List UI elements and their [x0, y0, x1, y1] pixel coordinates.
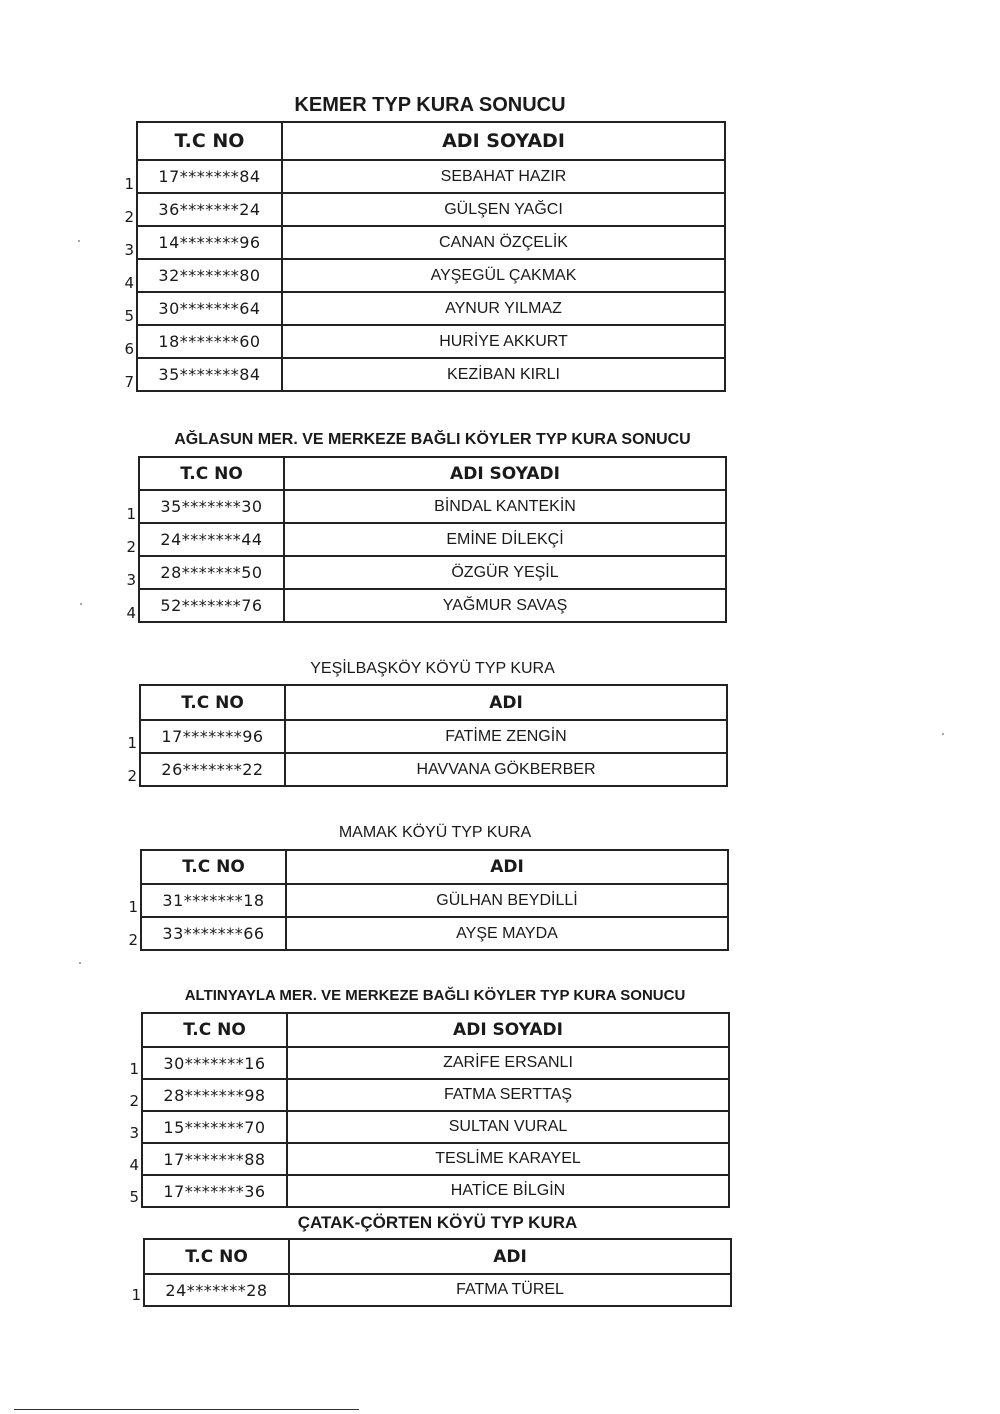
- tc-no-cell: 31*******18: [141, 884, 286, 917]
- name-cell: AYŞE MAYDA: [286, 917, 728, 950]
- name-cell: FATMA SERTTAŞ: [287, 1079, 729, 1111]
- table-row: [139, 523, 726, 556]
- row-number: 5: [129, 1188, 139, 1206]
- row-number: 4: [124, 274, 134, 292]
- row-number: 5: [124, 307, 134, 325]
- name-cell: CANAN ÖZÇELİK: [282, 226, 725, 259]
- name-cell: YAĞMUR SAVAŞ: [284, 589, 726, 622]
- name-cell: HURİYE AKKURT: [282, 325, 725, 358]
- tc-no-cell: 14*******96: [137, 226, 282, 259]
- tc-no-cell: 35*******30: [139, 490, 284, 523]
- row-number: 2: [124, 208, 134, 226]
- name-cell: AYŞEGÜL ÇAKMAK: [282, 259, 725, 292]
- tc-no-cell: 26*******22: [140, 753, 285, 786]
- tc-no-cell: 17*******84: [137, 160, 282, 193]
- table-header-row: [139, 457, 726, 490]
- section-title-yesilbaskoy: YEŞİLBAŞKÖY KÖYÜ TYP KURA: [310, 660, 555, 677]
- name-cell: AYNUR YILMAZ: [282, 292, 725, 325]
- table-row: [137, 226, 725, 259]
- header-tc-no: T.C NO: [137, 122, 282, 160]
- table-aglasun: [138, 456, 727, 623]
- tc-no-cell: 35*******84: [137, 358, 282, 391]
- table-header-row: [137, 122, 725, 160]
- row-number: 1: [128, 898, 138, 916]
- table-row: [142, 1079, 729, 1111]
- table-row: [142, 1047, 729, 1079]
- row-number: 7: [124, 373, 134, 391]
- table-row: [140, 720, 727, 753]
- header-name: ADI: [285, 685, 727, 720]
- name-cell: GÜLŞEN YAĞCI: [282, 193, 725, 226]
- table-header-row: [141, 850, 728, 884]
- table-row: [142, 1143, 729, 1175]
- scan-speck: [942, 733, 944, 735]
- table-row: [137, 325, 725, 358]
- row-number: 2: [126, 538, 136, 556]
- scan-edge-line: [14, 1409, 359, 1410]
- name-cell: GÜLHAN BEYDİLLİ: [286, 884, 728, 917]
- header-name: ADI: [286, 850, 728, 884]
- name-cell: SULTAN VURAL: [287, 1111, 729, 1143]
- table-row: [139, 556, 726, 589]
- table-row: [141, 884, 728, 917]
- name-cell: KEZİBAN KIRLI: [282, 358, 725, 391]
- name-cell: SEBAHAT HAZIR: [282, 160, 725, 193]
- table-row: [140, 753, 727, 786]
- section-title-mamak: MAMAK KÖYÜ TYP KURA: [338, 824, 532, 841]
- table-row: [137, 193, 725, 226]
- row-number: 1: [129, 1060, 139, 1078]
- table-header-row: [144, 1239, 731, 1274]
- row-number: 3: [129, 1124, 139, 1142]
- tc-no-cell: 33*******66: [141, 917, 286, 950]
- tc-no-cell: 52*******76: [139, 589, 284, 622]
- tc-no-cell: 24*******44: [139, 523, 284, 556]
- table-row: [137, 259, 725, 292]
- header-name: ADI SOYADI: [287, 1013, 729, 1047]
- table-header-row: [140, 685, 727, 720]
- tc-no-cell: 28*******98: [142, 1079, 287, 1111]
- row-number: 1: [126, 505, 136, 523]
- tc-no-cell: 28*******50: [139, 556, 284, 589]
- header-name: ADI SOYADI: [282, 122, 725, 160]
- name-cell: ÖZGÜR YEŞİL: [284, 556, 726, 589]
- name-cell: FATİME ZENGİN: [285, 720, 727, 753]
- table-row: [137, 292, 725, 325]
- row-number: 3: [126, 571, 136, 589]
- section-title-aglasun: AĞLASUN MER. VE MERKEZE BAĞLI KÖYLER TYP KURA SONUCU: [174, 431, 691, 448]
- row-number: 2: [128, 931, 138, 949]
- tc-no-cell: 24*******28: [144, 1274, 289, 1306]
- tc-no-cell: 36*******24: [137, 193, 282, 226]
- table-yesilbaskoy: [139, 684, 728, 787]
- header-name: ADI SOYADI: [284, 457, 726, 490]
- header-tc-no: T.C NO: [140, 685, 285, 720]
- table-mamak: [140, 849, 729, 951]
- row-number: 1: [131, 1286, 141, 1304]
- tc-no-cell: 15*******70: [142, 1111, 287, 1143]
- table-catak-corten: [143, 1238, 732, 1307]
- row-number: 6: [124, 340, 134, 358]
- header-tc-no: T.C NO: [141, 850, 286, 884]
- name-cell: HATİCE BİLGİN: [287, 1175, 729, 1207]
- header-tc-no: T.C NO: [144, 1239, 289, 1274]
- table-row: [142, 1111, 729, 1143]
- table-row: [137, 358, 725, 391]
- name-cell: TESLİME KARAYEL: [287, 1143, 729, 1175]
- header-tc-no: T.C NO: [142, 1013, 287, 1047]
- table-altinyayla: [141, 1012, 730, 1208]
- table-kemer: [136, 121, 726, 392]
- row-number: 2: [127, 767, 137, 785]
- row-number: 1: [124, 175, 134, 193]
- section-title-catak-corten: ÇATAK-ÇÖRTEN KÖYÜ TYP KURA: [297, 1213, 578, 1232]
- tc-no-cell: 18*******60: [137, 325, 282, 358]
- scan-speck: [80, 603, 82, 605]
- header-tc-no: T.C NO: [139, 457, 284, 490]
- row-number: 1: [127, 734, 137, 752]
- row-number: 3: [124, 241, 134, 259]
- tc-no-cell: 30*******64: [137, 292, 282, 325]
- name-cell: BİNDAL KANTEKİN: [284, 490, 726, 523]
- table-row: [141, 917, 728, 950]
- name-cell: HAVVANA GÖKBERBER: [285, 753, 727, 786]
- scan-speck: [78, 240, 80, 242]
- section-title-altinyayla: ALTINYAYLA MER. VE MERKEZE BAĞLI KÖYLER TYP KURA SONUCU: [184, 987, 686, 1004]
- tc-no-cell: 17*******88: [142, 1143, 287, 1175]
- row-number: 4: [126, 604, 136, 622]
- section-title-kemer: KEMER TYP KURA SONUCU: [294, 94, 566, 116]
- header-name: ADI: [289, 1239, 731, 1274]
- table-row: [142, 1175, 729, 1207]
- tc-no-cell: 17*******36: [142, 1175, 287, 1207]
- table-header-row: [142, 1013, 729, 1047]
- name-cell: ZARİFE ERSANLI: [287, 1047, 729, 1079]
- table-row: [139, 490, 726, 523]
- row-number: 2: [129, 1092, 139, 1110]
- scan-speck: [79, 962, 81, 964]
- name-cell: FATMA TÜREL: [289, 1274, 731, 1306]
- table-row: [137, 160, 725, 193]
- table-row: [144, 1274, 731, 1306]
- row-number: 4: [129, 1156, 139, 1174]
- name-cell: EMİNE DİLEKÇİ: [284, 523, 726, 556]
- table-row: [139, 589, 726, 622]
- tc-no-cell: 17*******96: [140, 720, 285, 753]
- tc-no-cell: 32*******80: [137, 259, 282, 292]
- tc-no-cell: 30*******16: [142, 1047, 287, 1079]
